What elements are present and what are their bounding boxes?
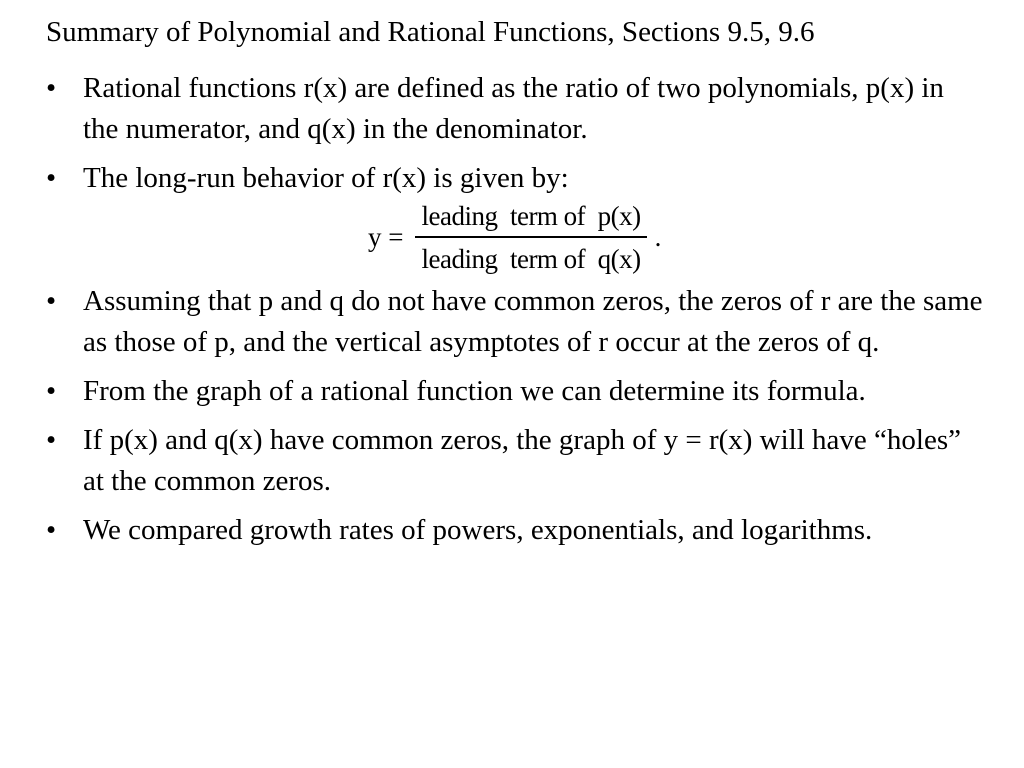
formula-trailing-period: .	[654, 222, 662, 253]
bullet-text: If p(x) and q(x) have common zeros, the graph of y = r(x) will have “holes” at the common zeros.	[83, 423, 961, 497]
bullet-marker: •	[46, 423, 57, 456]
bullet-text: We compared growth rates of powers, exponentials, and logarithms.	[83, 513, 873, 546]
bullet-text: The long-run behavior of r(x) is given by:	[83, 162, 569, 194]
bullet-item-holes	[46, 420, 986, 502]
bullet-marker: •	[46, 284, 57, 317]
bullet-text: Rational functions r(x) are defined as the ratio of two polynomials, p(x) in the numerator, and q(x) in the denominator.	[83, 72, 944, 145]
formula-lhs: y =	[368, 222, 404, 253]
long-run-formula	[368, 203, 986, 273]
formula-fraction	[415, 203, 646, 273]
bullet-marker: •	[46, 374, 57, 407]
bullet-marker: •	[46, 162, 57, 194]
bullet-item-growth-rates	[46, 510, 986, 551]
bullet-item-graph-formula	[46, 371, 986, 412]
bullet-item-long-run-behavior	[46, 158, 986, 273]
slide-title: Summary of Polynomial and Rational Functions, Sections 9.5, 9.6	[46, 16, 815, 48]
bullet-marker: •	[46, 513, 57, 546]
bullet-item-rational-definition	[46, 68, 986, 150]
bullet-list	[46, 68, 986, 559]
bullet-text: From the graph of a rational function we can determine its formula.	[83, 374, 866, 407]
bullet-text: Assuming that p and q do not have common zeros, the zeros of r are the same as those of p, and the vertical asymptotes of r occur at the zeros of q.	[83, 284, 983, 358]
formula-numerator: leading term of p(x)	[421, 201, 641, 231]
bullet-marker: •	[46, 72, 57, 104]
formula-denominator: leading term of q(x)	[421, 243, 641, 274]
bullet-item-zeros-asymptotes	[46, 281, 986, 363]
